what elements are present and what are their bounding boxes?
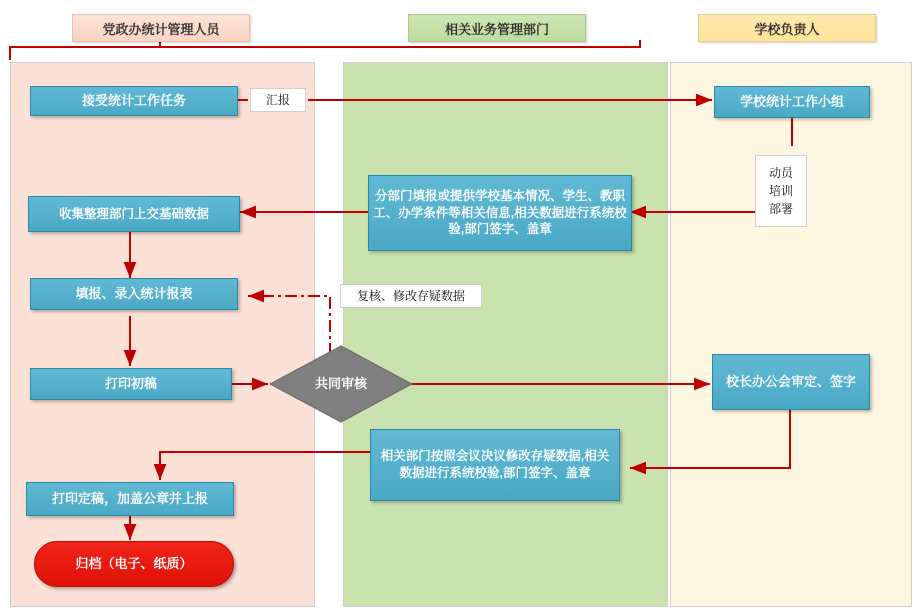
node-fill-report[interactable]	[30, 278, 238, 310]
node-fill-report-label: 填报、录入统计报表	[75, 286, 193, 302]
node-accept-task-label: 接受统计工作任务	[81, 93, 186, 109]
lane-header-party-office-label: 党政办统计管理人员	[102, 21, 220, 37]
edge-label-mobilize-line-2: 培训	[768, 184, 793, 198]
node-collect-data-label: 收集整理部门上交基础数据	[58, 206, 209, 221]
node-principal-meeting[interactable]	[712, 354, 870, 410]
lane-body-departments	[343, 62, 668, 607]
node-archive-label: 归档（电子、纸质）	[75, 556, 193, 572]
edge-label-report	[250, 88, 306, 112]
node-joint-review-label: 共同审核	[314, 375, 367, 391]
node-department-submit-label: 分部门填报或提供学校基本情况、学生、教职工、办学条件等相关信息,相关数据进行系统校验,部门签字、盖章	[373, 188, 627, 237]
edge-label-mobilize-line-1: 动员	[768, 166, 793, 180]
edge-label-recheck-text: 复核、修改存疑数据	[356, 289, 465, 303]
lane-body-school-leader	[670, 62, 912, 607]
node-revise-data-label: 相关部门按照会议决议修改存疑数据,相关数据进行系统校验,部门签字、盖章	[380, 449, 610, 480]
edge-label-mobilize-line-3: 部署	[768, 202, 793, 216]
node-stat-workgroup-label: 学校统计工作小组	[739, 94, 844, 110]
node-principal-meeting-label: 校长办公会审定、签字	[725, 374, 856, 390]
node-collect-data[interactable]	[28, 196, 240, 232]
node-revise-data[interactable]	[370, 429, 620, 501]
node-print-draft[interactable]	[30, 368, 232, 400]
lane-header-departments-label: 相关业务管理部门	[444, 21, 549, 37]
edge-label-mobilize	[755, 155, 807, 227]
edge-label-recheck	[340, 284, 482, 308]
lane-header-party-office	[72, 14, 250, 42]
node-accept-task[interactable]	[30, 86, 238, 116]
node-archive[interactable]	[34, 541, 234, 587]
node-print-draft-label: 打印初稿	[104, 376, 157, 392]
node-stat-workgroup[interactable]	[714, 86, 870, 118]
lane-body-party-office	[10, 62, 315, 607]
node-department-submit[interactable]	[368, 175, 632, 251]
lane-header-departments	[408, 14, 586, 42]
lane-header-school-leader-label: 学校负责人	[754, 21, 820, 37]
node-print-final-label: 打印定稿，加盖公章并上报	[51, 491, 208, 507]
lane-header-school-leader	[698, 14, 876, 42]
edge-label-report-text: 汇报	[265, 93, 290, 107]
node-joint-review[interactable]	[268, 344, 414, 424]
node-print-final[interactable]	[26, 482, 234, 516]
